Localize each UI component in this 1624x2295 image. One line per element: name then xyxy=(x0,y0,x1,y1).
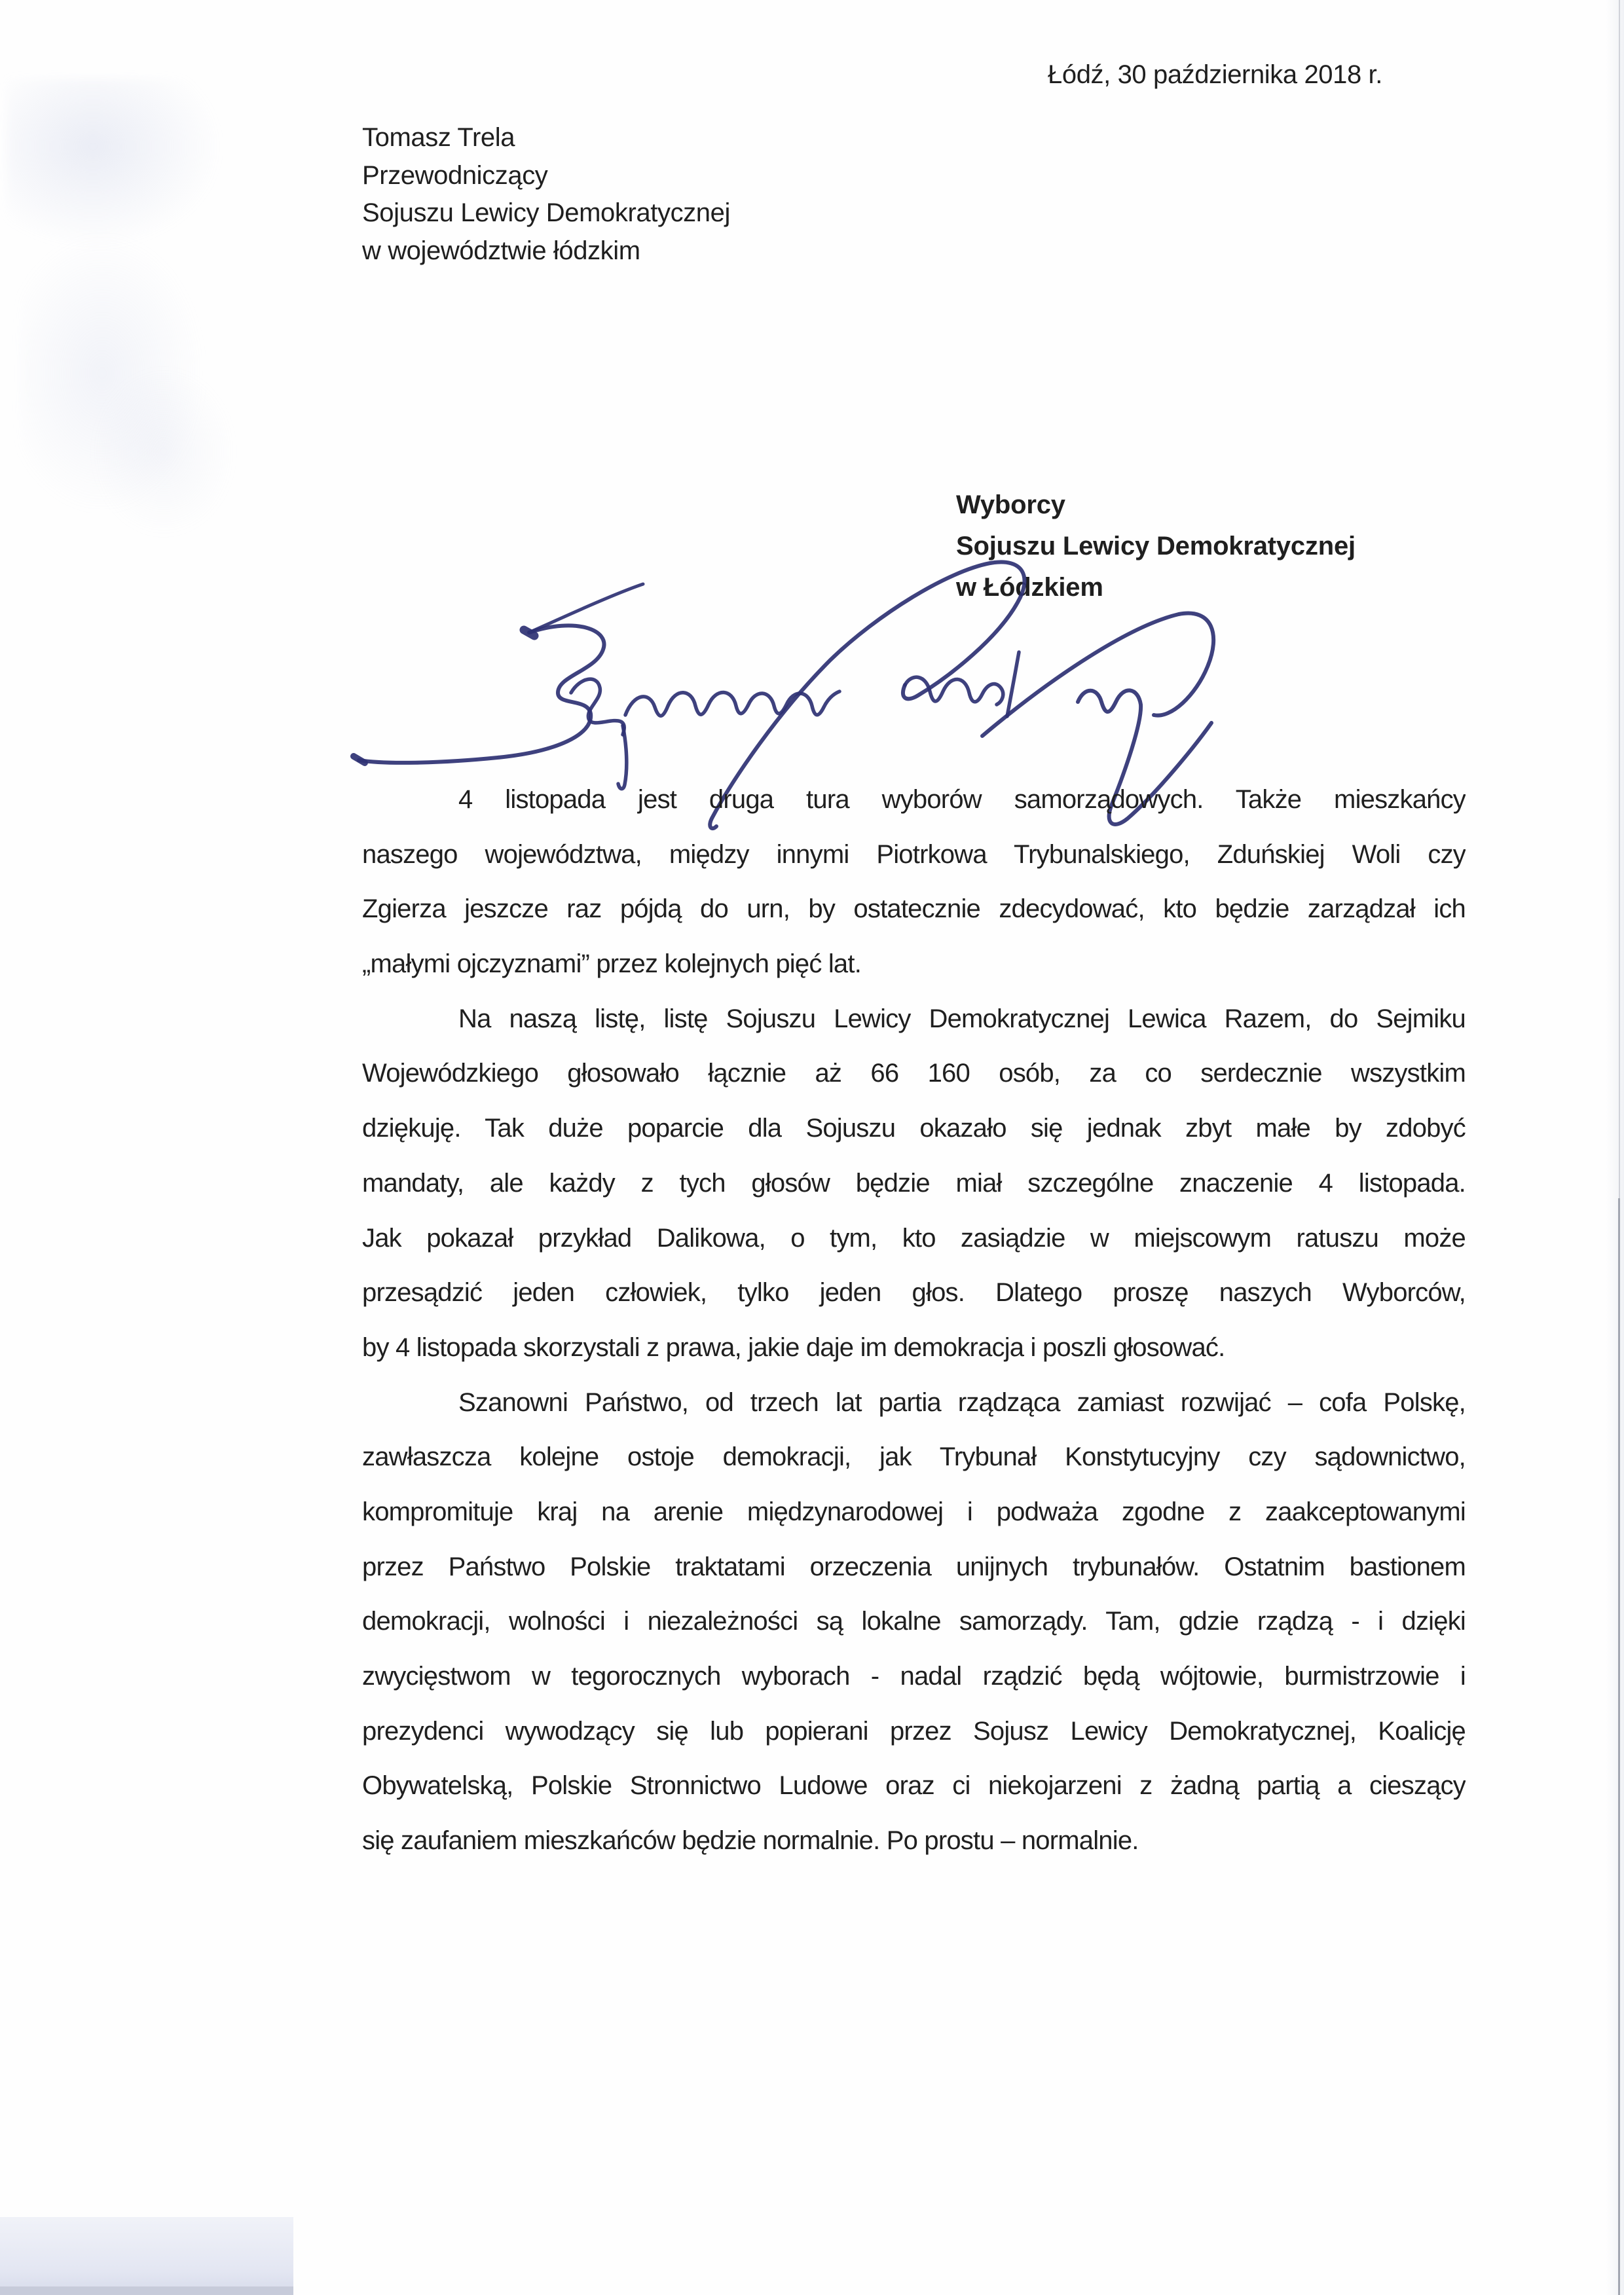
body-line: dziękuję. Tak duże poparcie dla Sojuszu okazało się jednak zbyt małe by zdobyć xyxy=(362,1114,1466,1143)
body-line: naszego województwa, między innymi Piotrkowa Trybunalskiego, Zduńskiej Woli czy xyxy=(362,839,1466,869)
scan-smudge xyxy=(7,79,223,249)
sender-name: Tomasz Trela xyxy=(362,123,515,152)
body-line: zwycięstwom w tegorocznych wyborach - nadal rządzić będą wójtowie, burmistrzowie i xyxy=(362,1662,1466,1691)
body-line: Wojewódzkiego głosowało łącznie aż 66 160 osób, za co serdecznie wszystkim xyxy=(362,1059,1466,1088)
recipient-line: Wyborcy xyxy=(956,490,1065,519)
scan-shadow-patch xyxy=(0,2217,293,2295)
body-line: Obywatelską, Polskie Stronnictwo Ludowe oraz ci niekojarzeni z żadną partią a cieszący xyxy=(362,1771,1466,1801)
sender-block xyxy=(362,119,730,270)
body-line: Na naszą listę, listę Sojuszu Lewicy Demokratycznej Lewica Razem, do Sejmiku xyxy=(458,1004,1466,1033)
scan-edge-line xyxy=(1619,0,1620,1198)
body-line: się zaufaniem mieszkańców będzie normalnie. Po prostu – normalnie. xyxy=(362,1826,1139,1856)
body-line: przesądzić jeden człowiek, tylko jeden głos. Dlatego proszę naszych Wyborców, xyxy=(362,1278,1466,1308)
sender-organization: Sojuszu Lewicy Demokratycznej xyxy=(362,198,730,227)
body-line: by 4 listopada skorzystali z prawa, jakie daje im demokracja i poszli głosować. xyxy=(362,1332,1225,1362)
body-line: demokracji, wolności i niezależności są lokalne samorządy. Tam, gdzie rządzą - i dzięki xyxy=(362,1607,1466,1636)
handwritten-greeting-text xyxy=(0,0,1,1)
sender-region: w województwie łódzkim xyxy=(362,236,640,265)
date-line: Łódź, 30 października 2018 r. xyxy=(1048,60,1382,89)
body-line: 4 listopada jest druga tura wyborów samorządowych. Także mieszkańcy xyxy=(458,785,1466,814)
scan-edge-band xyxy=(1606,0,1624,2295)
body-line: zawłaszcza kolejne ostoje demokracji, jak Trybunał Konstytucyjny czy sądownictwo, xyxy=(362,1442,1466,1472)
body-line: przez Państwo Polskie traktatami orzeczenia unijnych trybunałów. Ostatnim bastionem xyxy=(362,1552,1466,1581)
body-line: prezydenci wywodzący się lub popierani przez Sojusz Lewicy Demokratycznej, Koalicję xyxy=(362,1716,1466,1746)
recipient-block xyxy=(956,485,1356,608)
body-line: Jak pokazał przykład Dalikowa, o tym, kto zasiądzie w miejscowym ratuszu może xyxy=(362,1223,1466,1253)
body-line: Szanowni Państwo, od trzech lat partia rządząca zamiast rozwijać – cofa Polskę, xyxy=(458,1387,1466,1417)
body-line: mandaty, ale każdy z tych głosów będzie miał szczególne znaczenie 4 listopada. xyxy=(362,1168,1466,1198)
sender-title: Przewodniczący xyxy=(362,160,548,190)
body-line: kompromituje kraj na arenie międzynarodowej i podważa zgodne z zaakceptowanymi xyxy=(362,1497,1466,1526)
scan-smudge xyxy=(92,367,236,537)
recipient-line: Sojuszu Lewicy Demokratycznej xyxy=(956,532,1356,560)
recipient-line: w Łódzkiem xyxy=(956,573,1103,602)
scan-edge-line xyxy=(1618,1198,1620,2295)
body-line: „małymi ojczyznami” przez kolejnych pięć lat. xyxy=(362,949,862,979)
letter-body xyxy=(362,773,1466,1869)
body-line: Zgierza jeszcze raz pójdą do urn, by ostatecznie zdecydować, kto będzie zarządzał ich xyxy=(362,894,1466,924)
scan-smudge xyxy=(20,236,203,511)
